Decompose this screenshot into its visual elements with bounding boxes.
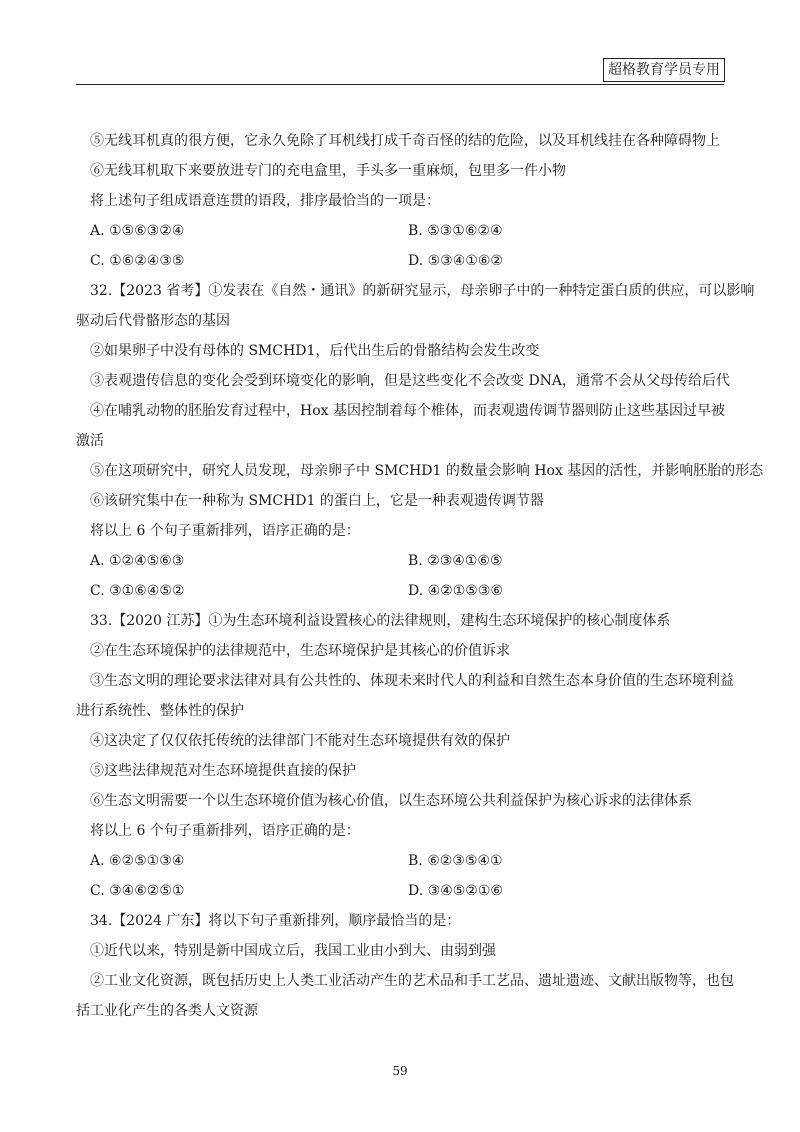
sentence-4: ④这决定了仅仅依托传统的法律部门不能对生态环境提供有效的保护 [90,733,510,749]
question-32-header: 32.【2023 省考】①发表在《自然・通讯》的新研究显示，母亲卵子中的一种特定蛋白质的供应，可以影响 [90,283,755,299]
sentence-3: ③生态文明的理论要求法律对具有公共性的、体现未来时代人的利益和自然生态本身价值的生态环境利益 [90,673,734,689]
option-d[interactable]: D. ④②①⑤③⑥ [408,583,503,599]
sentence-4-continued: 激活 [76,433,104,449]
options-row [76,546,726,576]
options-row [76,846,726,876]
sentence-6: ⑥生态文明需要一个以生态环境价值为核心价值，以生态环境公共利益保护为核心诉求的法律体系 [90,793,692,809]
options-row [76,876,726,906]
header-rule [76,84,724,85]
question-prompt: 将以上 6 个句子重新排列，语序正确的是： [90,523,360,539]
sentence-3-continued: 进行系统性、整体性的保护 [76,703,244,719]
sentence-5: ⑤无线耳机真的很方便，它永久免除了耳机线打成千奇百怪的结的危险，以及耳机线挂在各种障碍物上 [90,133,720,149]
options-row [76,246,726,276]
option-c[interactable]: C. ①⑥②④③⑤ [90,253,185,269]
sentence-6: ⑥该研究集中在一种称为 SMCHD1 的蛋白上，它是一种表观遗传调节器 [90,493,544,509]
option-b[interactable]: B. ⑥②③⑤④① [408,853,503,869]
sentence-2: ②在生态环境保护的法律规范中，生态环境保护是其核心的价值诉求 [90,643,510,659]
sentence-2: ②工业文化资源，既包括历史上人类工业活动产生的艺术品和手工艺品、遗址遗迹、文献出版物等，也包 [90,973,734,989]
option-a[interactable]: A. ⑥②⑤①③④ [90,853,185,869]
option-b[interactable]: B. ②③④①⑥⑤ [408,553,503,569]
sentence-1: ①近代以来，特别是新中国成立后，我国工业由小到大、由弱到强 [90,943,496,959]
question-prompt: 将上述句子组成语意连贯的语段，排序最恰当的一项是： [90,193,440,209]
sentence-3: ③表观遗传信息的变化会受到环境变化的影响，但是这些变化不会改变 DNA，通常不会从父母传给后代 [90,373,731,389]
option-d[interactable]: D. ③④⑤②①⑥ [408,883,503,899]
sentence-5: ⑤这些法律规范对生态环境提供直接的保护 [90,763,356,779]
option-c[interactable]: C. ③④⑥②⑤① [90,883,185,899]
page-number: 59 [392,1064,408,1078]
question-32-continued: 驱动后代骨骼形态的基因 [76,313,230,329]
option-a[interactable]: A. ①⑤⑥③②④ [90,223,185,239]
option-a[interactable]: A. ①②④⑤⑥③ [90,553,185,569]
sentence-4: ④在哺乳动物的胚胎发育过程中，Hox 基因控制着每个椎体，而表观遗传调节器则防止这些基因过早被 [90,403,725,419]
question-34-header: 34.【2024 广东】将以下句子重新排列，顺序最恰当的是： [90,913,461,929]
question-prompt: 将以上 6 个句子重新排列，语序正确的是： [90,823,360,839]
question-33-header: 33.【2020 江苏】①为生态环境利益设置核心的法律规则，建构生态环境保护的核心制度体系 [90,613,671,629]
sentence-6: ⑥无线耳机取下来要放进专门的充电盒里，手头多一重麻烦，包里多一件小物 [90,163,566,179]
option-c[interactable]: C. ③①⑥④⑤② [90,583,185,599]
option-d[interactable]: D. ⑤③④①⑥② [408,253,503,269]
options-row [76,576,726,606]
sentence-5: ⑤在这项研究中，研究人员发现，母亲卵子中 SMCHD1 的数量会影响 Hox 基因的活性，并影响胚胎的形态 [90,463,764,479]
sentence-2-continued: 括工业化产生的各类人文资源 [76,1003,258,1019]
page-content [76,126,764,1026]
sentence-2: ②如果卵子中没有母体的 SMCHD1，后代出生后的骨骼结构会发生改变 [90,343,540,359]
options-row [76,216,726,246]
option-b[interactable]: B. ⑤③①⑥②④ [408,223,503,239]
header-tag: 超格教育学员专用 [603,58,725,82]
